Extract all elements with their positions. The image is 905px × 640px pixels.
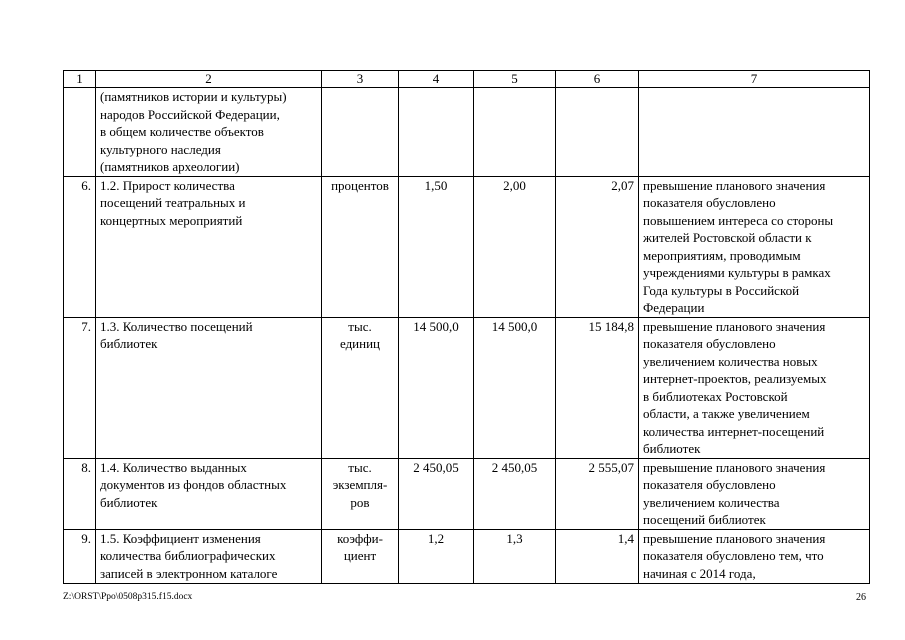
- value-prev: 1,50: [399, 176, 474, 317]
- unit: процентов: [322, 176, 399, 317]
- indicator-name: 1.4. Количество выданных документов из фондов областных библиотек: [96, 458, 322, 529]
- row-number: 7.: [64, 317, 96, 458]
- column-number: 4: [399, 71, 474, 88]
- value-plan: 1,3: [474, 529, 556, 583]
- value-plan: 14 500,0: [474, 317, 556, 458]
- row-number: 9.: [64, 529, 96, 583]
- unit: коэффи- циент: [322, 529, 399, 583]
- unit: тыс. единиц: [322, 317, 399, 458]
- indicator-name: (памятников истории и культуры) народов Российской Федерации, в общем количестве объектов культурного наследия (памятников археологии): [96, 88, 322, 177]
- value-prev: 14 500,0: [399, 317, 474, 458]
- unit: [322, 88, 399, 177]
- value-plan: [474, 88, 556, 177]
- value-prev: [399, 88, 474, 177]
- row-number: [64, 88, 96, 177]
- value-fact: 15 184,8: [556, 317, 639, 458]
- unit: тыс. экземпля- ров: [322, 458, 399, 529]
- row-number: 6.: [64, 176, 96, 317]
- value-fact: [556, 88, 639, 177]
- table-row: [64, 88, 870, 177]
- table-row: [64, 176, 870, 317]
- table-row: [64, 458, 870, 529]
- indicator-name: 1.5. Коэффициент изменения количества библиографических записей в электронном каталоге: [96, 529, 322, 583]
- comment: превышение планового значения показателя обусловлено тем, что начиная с 2014 года,: [639, 529, 870, 583]
- file-path: Z:\ORST\Ppo\0508p315.f15.docx: [63, 592, 193, 602]
- indicator-name: 1.2. Прирост количества посещений театральных и концертных мероприятий: [96, 176, 322, 317]
- indicators-table: [63, 70, 870, 584]
- column-number-row: [64, 71, 870, 88]
- comment: превышение планового значения показателя обусловлено увеличением количества посещений библиотек: [639, 458, 870, 529]
- value-prev: 1,2: [399, 529, 474, 583]
- comment: превышение планового значения показателя обусловлено повышением интереса со стороны жителей Ростовской области к мероприятиям, проводимым учреждениями культуры в рамках Года культуры в Российской Федерации: [639, 176, 870, 317]
- column-number: 1: [64, 71, 96, 88]
- column-number: 5: [474, 71, 556, 88]
- column-number: 7: [639, 71, 870, 88]
- table-row: [64, 529, 870, 583]
- comment: превышение планового значения показателя обусловлено увеличением количества новых интернет-проектов, реализуемых в библиотеках Ростовской области, а также увеличением количества интернет-посещений библиотек: [639, 317, 870, 458]
- page-number: 26: [856, 592, 866, 603]
- row-number: 8.: [64, 458, 96, 529]
- column-number: 2: [96, 71, 322, 88]
- value-plan: 2 450,05: [474, 458, 556, 529]
- column-number: 3: [322, 71, 399, 88]
- value-fact: 1,4: [556, 529, 639, 583]
- table-row: [64, 317, 870, 458]
- indicator-name: 1.3. Количество посещений библиотек: [96, 317, 322, 458]
- value-fact: 2 555,07: [556, 458, 639, 529]
- value-plan: 2,00: [474, 176, 556, 317]
- value-fact: 2,07: [556, 176, 639, 317]
- column-number: 6: [556, 71, 639, 88]
- value-prev: 2 450,05: [399, 458, 474, 529]
- comment: [639, 88, 870, 177]
